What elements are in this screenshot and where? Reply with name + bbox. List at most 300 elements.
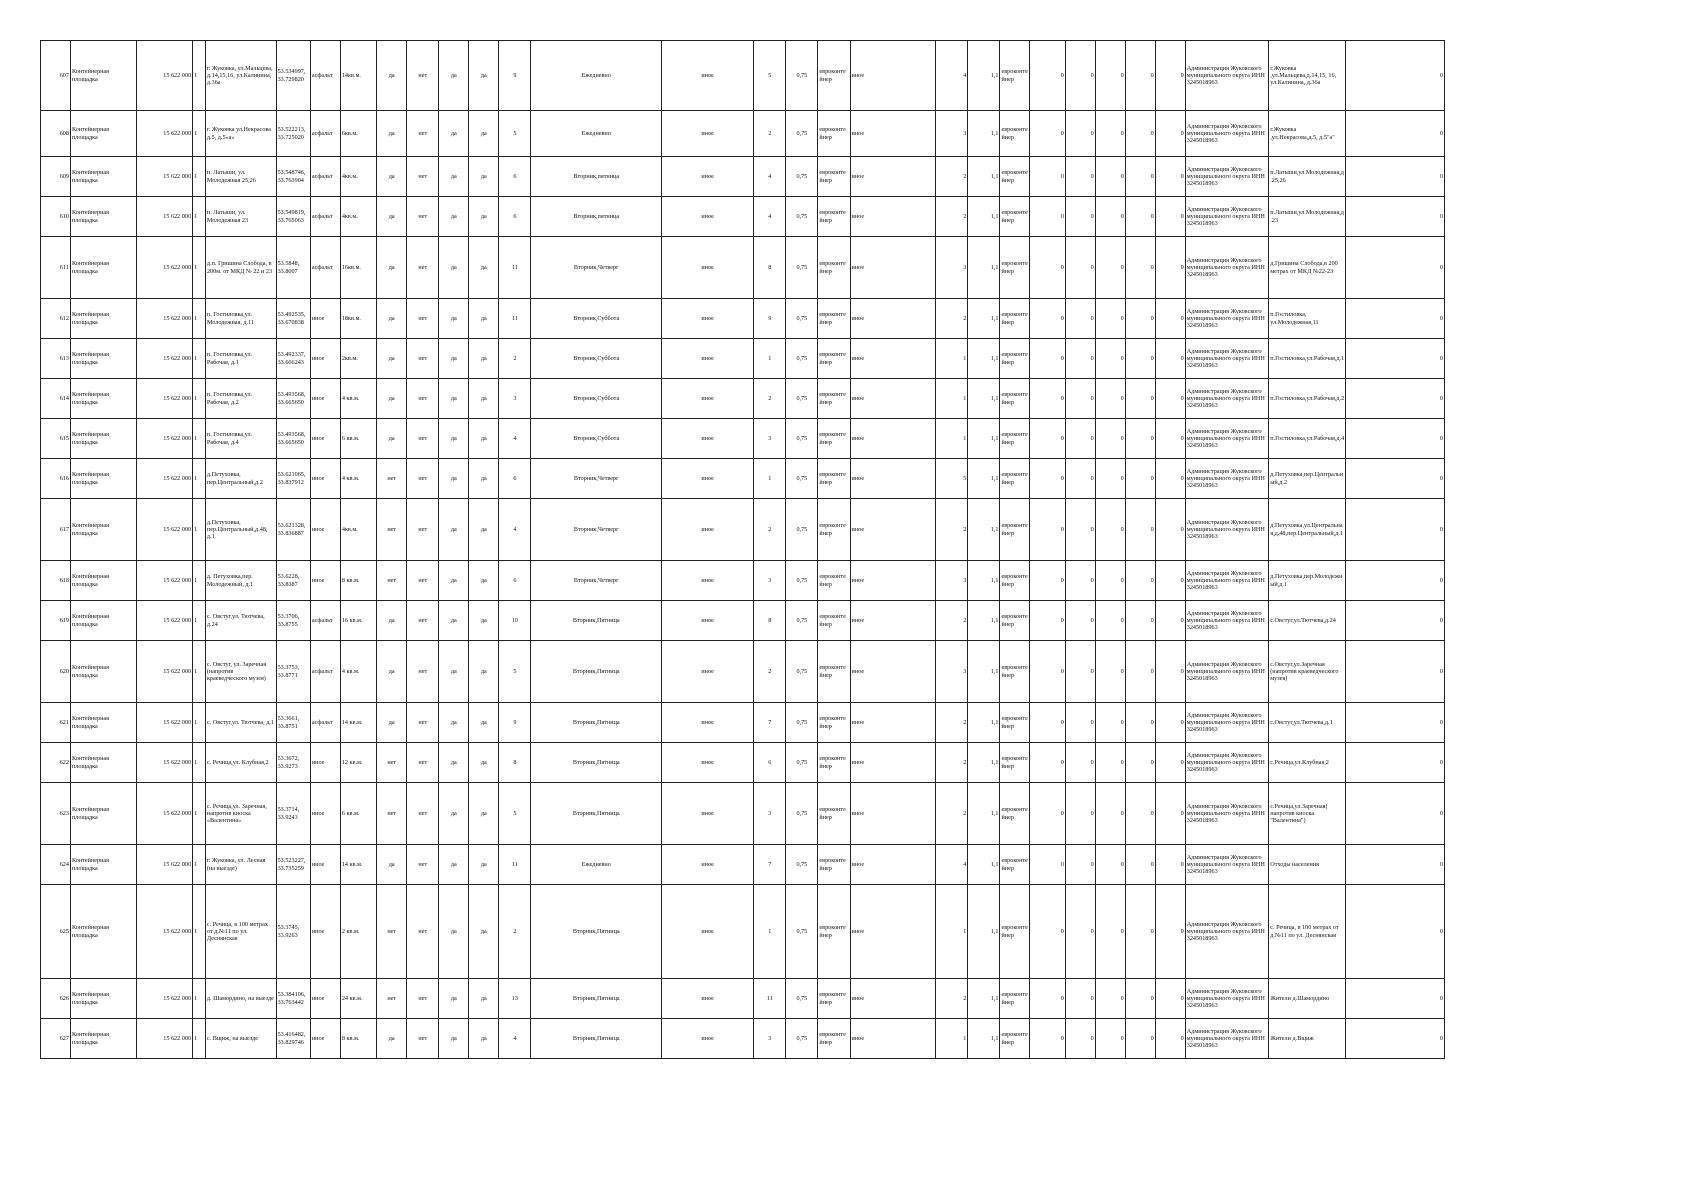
zero-col-1: 0 (1030, 299, 1065, 339)
zero-col-4: 0 (1125, 499, 1155, 561)
zero-col-1: 0 (1030, 845, 1065, 885)
zero-col-3: 0 (1095, 379, 1125, 419)
flag-a: да (377, 111, 407, 157)
zero-col-5: 0 (1155, 979, 1185, 1019)
waste-source: п.Гостиловка,ул.Рабочая,д.2 (1269, 379, 1346, 419)
container-material: евроконтейнер (818, 157, 850, 197)
container-material-2: евроконтейнер (1000, 561, 1030, 601)
container-kind: иное (662, 979, 754, 1019)
container-total: 11 (499, 237, 531, 299)
container-volume-2: 1,1 (968, 499, 1000, 561)
container-volume: 0,75 (786, 197, 818, 237)
container-material: евроконтейнер (818, 561, 850, 601)
flag-d: да (469, 641, 499, 703)
waste-source: г.Жуковка ,ул.Некрасова,д.5, д.5"а" (1269, 111, 1346, 157)
container-kind: иное (662, 339, 754, 379)
container-count: 7 (754, 703, 786, 743)
zero-col-4: 0 (1125, 157, 1155, 197)
waste-source: д.Гришина Слобода,в 200 метрах от МКД №22-23 (1269, 237, 1346, 299)
flag-b: нет (407, 157, 439, 197)
site-area: 6 кв.м. (340, 419, 376, 459)
container-count-2: 2 (936, 299, 968, 339)
zero-col-3: 0 (1095, 601, 1125, 641)
site-area: 16кв.м. (340, 237, 376, 299)
zero-col-5: 0 (1155, 237, 1185, 299)
zero-col-3: 0 (1095, 459, 1125, 499)
container-volume-2: 1,1 (968, 197, 1000, 237)
last-col: 0 (1346, 237, 1445, 299)
container-material-2: евроконтейнер (1000, 1019, 1030, 1059)
site-address: с. Овстуг,ул. Тютчева, д.24 (205, 601, 276, 641)
zero-col-2: 0 (1065, 157, 1095, 197)
site-type: Контейнерная площадка (70, 783, 136, 845)
code-suffix: 1 (193, 885, 206, 979)
container-volume: 0,75 (786, 979, 818, 1019)
zero-col-5: 0 (1155, 197, 1185, 237)
code-suffix: 1 (193, 703, 206, 743)
zero-col-3: 0 (1095, 111, 1125, 157)
site-owner: Администрация Жуковского муниципального округа ИНН 3245018963 (1185, 459, 1269, 499)
zero-col-3: 0 (1095, 419, 1125, 459)
flag-b: нет (407, 459, 439, 499)
zero-col-5: 0 (1155, 459, 1185, 499)
container-material: евроконтейнер (818, 783, 850, 845)
collection-schedule: Ежедневно (531, 845, 662, 885)
last-col: 0 (1346, 601, 1445, 641)
surface-type: асфальт (310, 237, 340, 299)
surface-type: иное (310, 561, 340, 601)
flag-a: нет (377, 499, 407, 561)
oktmo-code: 15 622 000 (137, 499, 193, 561)
oktmo-code: 15 622 000 (137, 979, 193, 1019)
site-address: с. Овстуг,ул. Тютчева, д.1 (205, 703, 276, 743)
site-coordinates: 53.3714, 33.9243 (276, 783, 310, 845)
zero-col-4: 0 (1125, 339, 1155, 379)
flag-a: да (377, 157, 407, 197)
collection-schedule: Вторник,Пятница (531, 641, 662, 703)
container-kind: иное (662, 379, 754, 419)
container-kind: иное (662, 743, 754, 783)
flag-a: да (377, 299, 407, 339)
container-count: 1 (754, 885, 786, 979)
flag-b: нет (407, 1019, 439, 1059)
container-count-2: 3 (936, 111, 968, 157)
container-kind-2: иное (850, 459, 936, 499)
row-number: 607 (41, 41, 71, 111)
container-kind: иное (662, 703, 754, 743)
flag-a: да (377, 339, 407, 379)
container-count-2: 2 (936, 197, 968, 237)
table-row (41, 157, 1445, 197)
waste-source: д.Петуховка,ул.Центральная,д.48,пер.Центральный,д.1 (1269, 499, 1346, 561)
container-kind-2: иное (850, 979, 936, 1019)
site-coordinates: 53.492535, 33.670838 (276, 299, 310, 339)
flag-c: да (439, 845, 469, 885)
container-count: 11 (754, 979, 786, 1019)
waste-source: Жители д.Шамордино (1269, 979, 1346, 1019)
zero-col-2: 0 (1065, 703, 1095, 743)
last-col: 0 (1346, 979, 1445, 1019)
flag-d: да (469, 561, 499, 601)
container-volume: 0,75 (786, 1019, 818, 1059)
flag-d: да (469, 703, 499, 743)
container-kind: иное (662, 561, 754, 601)
site-type: Контейнерная площадка (70, 111, 136, 157)
site-owner: Администрация Жуковского муниципального округа ИНН 3245018963 (1185, 237, 1269, 299)
container-volume-2: 1,1 (968, 703, 1000, 743)
last-col: 0 (1346, 459, 1445, 499)
container-kind: иное (662, 157, 754, 197)
zero-col-1: 0 (1030, 237, 1065, 299)
surface-type: иное (310, 1019, 340, 1059)
container-volume-2: 1,1 (968, 783, 1000, 845)
site-area: 6 кв.м. (340, 783, 376, 845)
container-volume: 0,75 (786, 299, 818, 339)
flag-b: нет (407, 979, 439, 1019)
container-total: 11 (499, 299, 531, 339)
zero-col-3: 0 (1095, 743, 1125, 783)
site-address: с. Речица,ул. Клубная,2 (205, 743, 276, 783)
zero-col-4: 0 (1125, 459, 1155, 499)
zero-col-3: 0 (1095, 561, 1125, 601)
zero-col-5: 0 (1155, 783, 1185, 845)
container-kind: иное (662, 1019, 754, 1059)
zero-col-1: 0 (1030, 783, 1065, 845)
flag-c: да (439, 601, 469, 641)
code-suffix: 1 (193, 641, 206, 703)
container-volume: 0,75 (786, 561, 818, 601)
site-address: д. Петуховка,пер. Молодежный, д.1 (205, 561, 276, 601)
flag-c: да (439, 299, 469, 339)
container-material-2: евроконтейнер (1000, 979, 1030, 1019)
oktmo-code: 15 622 000 (137, 379, 193, 419)
code-suffix: 1 (193, 157, 206, 197)
site-area: 24 кв.м. (340, 979, 376, 1019)
zero-col-4: 0 (1125, 419, 1155, 459)
row-number: 610 (41, 197, 71, 237)
container-material-2: евроконтейнер (1000, 783, 1030, 845)
zero-col-1: 0 (1030, 641, 1065, 703)
container-kind: иное (662, 783, 754, 845)
zero-col-3: 0 (1095, 979, 1125, 1019)
container-kind: иное (662, 499, 754, 561)
waste-source: с.Речица,ул.Заречная( напротив киоска "Валентина") (1269, 783, 1346, 845)
container-count: 7 (754, 845, 786, 885)
code-suffix: 1 (193, 561, 206, 601)
flag-a: да (377, 237, 407, 299)
flag-d: да (469, 419, 499, 459)
container-kind: иное (662, 885, 754, 979)
container-material-2: евроконтейнер (1000, 601, 1030, 641)
code-suffix: 1 (193, 197, 206, 237)
container-material: евроконтейнер (818, 339, 850, 379)
zero-col-1: 0 (1030, 1019, 1065, 1059)
flag-b: нет (407, 641, 439, 703)
container-count-2: 3 (936, 641, 968, 703)
zero-col-5: 0 (1155, 499, 1185, 561)
container-volume-2: 1,1 (968, 459, 1000, 499)
site-owner: Администрация Жуковского муниципального округа ИНН 3245018963 (1185, 41, 1269, 111)
row-number: 615 (41, 419, 71, 459)
zero-col-4: 0 (1125, 641, 1155, 703)
last-col: 0 (1346, 885, 1445, 979)
waste-source: п.Гостиловка,ул.Рабочая,д.4 (1269, 419, 1346, 459)
oktmo-code: 15 622 000 (137, 419, 193, 459)
site-address: г. Жуковка ул.Некрасова д.5, д.5«а» (205, 111, 276, 157)
container-count: 6 (754, 743, 786, 783)
container-kind: иное (662, 601, 754, 641)
site-area: 2 кв.м. (340, 885, 376, 979)
zero-col-4: 0 (1125, 299, 1155, 339)
zero-col-5: 0 (1155, 157, 1185, 197)
flag-b: нет (407, 339, 439, 379)
container-kind-2: иное (850, 299, 936, 339)
oktmo-code: 15 622 000 (137, 783, 193, 845)
flag-d: да (469, 111, 499, 157)
waste-source: с.Речица,ул.Клубная,2 (1269, 743, 1346, 783)
container-kind-2: иное (850, 339, 936, 379)
oktmo-code: 15 622 000 (137, 111, 193, 157)
zero-col-3: 0 (1095, 1019, 1125, 1059)
site-area: 6кв.м. (340, 111, 376, 157)
container-count: 1 (754, 459, 786, 499)
last-col: 0 (1346, 379, 1445, 419)
waste-source: д.Петуховка,пер.Центральный,д.2 (1269, 459, 1346, 499)
container-total: 3 (499, 379, 531, 419)
last-col: 0 (1346, 41, 1445, 111)
last-col: 0 (1346, 641, 1445, 703)
container-count-2: 5 (936, 459, 968, 499)
container-volume-2: 1,1 (968, 601, 1000, 641)
site-address: с. Овстуг, ул. Заречная (напротив краеведческого музея) (205, 641, 276, 703)
container-total: 9 (499, 41, 531, 111)
site-owner: Администрация Жуковского муниципального округа ИНН 3245018963 (1185, 783, 1269, 845)
surface-type: асфальт (310, 41, 340, 111)
container-volume-2: 1,1 (968, 1019, 1000, 1059)
site-owner: Администрация Жуковского муниципального округа ИНН 3245018963 (1185, 339, 1269, 379)
waste-source: с.Овстуг,ул.Тютчева,д.24 (1269, 601, 1346, 641)
zero-col-1: 0 (1030, 885, 1065, 979)
container-material-2: евроконтейнер (1000, 379, 1030, 419)
zero-col-3: 0 (1095, 845, 1125, 885)
container-kind-2: иное (850, 743, 936, 783)
site-coordinates: 53.3745, 33.9263 (276, 885, 310, 979)
container-total: 8 (499, 743, 531, 783)
container-count: 8 (754, 237, 786, 299)
zero-col-4: 0 (1125, 703, 1155, 743)
site-area: 14кв.м. (340, 41, 376, 111)
collection-schedule: Вторник,Четверг (531, 499, 662, 561)
surface-type: иное (310, 845, 340, 885)
container-material: евроконтейнер (818, 845, 850, 885)
site-coordinates: 53.5848, 33.8007 (276, 237, 310, 299)
code-suffix: 1 (193, 379, 206, 419)
container-volume: 0,75 (786, 845, 818, 885)
flag-b: нет (407, 783, 439, 845)
code-suffix: 1 (193, 743, 206, 783)
container-volume-2: 1,1 (968, 419, 1000, 459)
container-sites-table (40, 40, 1445, 1059)
waste-source: п.Гостиловка,ул.Рабочая,д.1 (1269, 339, 1346, 379)
flag-c: да (439, 561, 469, 601)
flag-b: нет (407, 703, 439, 743)
table-row (41, 111, 1445, 157)
zero-col-1: 0 (1030, 459, 1065, 499)
row-number: 623 (41, 783, 71, 845)
flag-d: да (469, 237, 499, 299)
container-volume: 0,75 (786, 157, 818, 197)
row-number: 617 (41, 499, 71, 561)
last-col: 0 (1346, 561, 1445, 601)
site-type: Контейнерная площадка (70, 703, 136, 743)
site-coordinates: 53.621065, 33.837912 (276, 459, 310, 499)
zero-col-5: 0 (1155, 885, 1185, 979)
site-owner: Администрация Жуковского муниципального округа ИНН 3245018963 (1185, 1019, 1269, 1059)
site-type: Контейнерная площадка (70, 197, 136, 237)
zero-col-3: 0 (1095, 885, 1125, 979)
container-kind: иное (662, 197, 754, 237)
site-address: с. Речица,ул. Заречная, напротив киоска «Валентина» (205, 783, 276, 845)
container-count-2: 3 (936, 561, 968, 601)
container-material: евроконтейнер (818, 299, 850, 339)
flag-b: нет (407, 237, 439, 299)
site-type: Контейнерная площадка (70, 845, 136, 885)
flag-c: да (439, 979, 469, 1019)
flag-d: да (469, 885, 499, 979)
code-suffix: 1 (193, 783, 206, 845)
site-address: г. Жуковка, ул.Мальцева, д.14,15,16, ул.Калинина, д.36а (205, 41, 276, 111)
last-col: 0 (1346, 783, 1445, 845)
collection-schedule: Ежедневно (531, 41, 662, 111)
container-volume-2: 1,1 (968, 339, 1000, 379)
table-row (41, 339, 1445, 379)
site-coordinates: 53.3672, 33.9273 (276, 743, 310, 783)
container-kind-2: иное (850, 197, 936, 237)
code-suffix: 1 (193, 111, 206, 157)
flag-d: да (469, 41, 499, 111)
container-count: 3 (754, 783, 786, 845)
zero-col-3: 0 (1095, 299, 1125, 339)
container-material: евроконтейнер (818, 499, 850, 561)
oktmo-code: 15 622 000 (137, 339, 193, 379)
zero-col-4: 0 (1125, 379, 1155, 419)
surface-type: иное (310, 299, 340, 339)
surface-type: иное (310, 379, 340, 419)
container-count: 8 (754, 601, 786, 641)
container-count: 3 (754, 1019, 786, 1059)
flag-c: да (439, 157, 469, 197)
flag-a: нет (377, 885, 407, 979)
flag-c: да (439, 41, 469, 111)
site-coordinates: 53.3753, 33.8771 (276, 641, 310, 703)
zero-col-2: 0 (1065, 743, 1095, 783)
row-number: 620 (41, 641, 71, 703)
container-volume-2: 1,1 (968, 299, 1000, 339)
site-address: п. Гостиловка,ул. Рабочая, д.1 (205, 339, 276, 379)
flag-b: нет (407, 197, 439, 237)
container-kind-2: иное (850, 703, 936, 743)
zero-col-3: 0 (1095, 41, 1125, 111)
zero-col-1: 0 (1030, 499, 1065, 561)
site-owner: Администрация Жуковского муниципального округа ИНН 3245018963 (1185, 299, 1269, 339)
container-count-2: 1 (936, 379, 968, 419)
zero-col-2: 0 (1065, 499, 1095, 561)
table-row (41, 979, 1445, 1019)
container-count-2: 1 (936, 419, 968, 459)
site-coordinates: 53.522213, 33.725020 (276, 111, 310, 157)
container-count-2: 4 (936, 41, 968, 111)
site-area: 4 кв.м. (340, 379, 376, 419)
row-number: 621 (41, 703, 71, 743)
zero-col-5: 0 (1155, 845, 1185, 885)
zero-col-1: 0 (1030, 979, 1065, 1019)
container-material: евроконтейнер (818, 641, 850, 703)
zero-col-4: 0 (1125, 561, 1155, 601)
flag-a: да (377, 601, 407, 641)
container-total: 13 (499, 979, 531, 1019)
row-number: 619 (41, 601, 71, 641)
site-owner: Администрация Жуковского муниципального округа ИНН 3245018963 (1185, 979, 1269, 1019)
row-number: 618 (41, 561, 71, 601)
zero-col-4: 0 (1125, 979, 1155, 1019)
flag-a: нет (377, 459, 407, 499)
container-volume-2: 1,1 (968, 157, 1000, 197)
oktmo-code: 15 622 000 (137, 885, 193, 979)
site-coordinates: 53.493568, 33.665650 (276, 379, 310, 419)
last-col: 0 (1346, 111, 1445, 157)
site-owner: Администрация Жуковского муниципального округа ИНН 3245018963 (1185, 743, 1269, 783)
container-volume: 0,75 (786, 783, 818, 845)
zero-col-3: 0 (1095, 197, 1125, 237)
container-material: евроконтейнер (818, 197, 850, 237)
zero-col-1: 0 (1030, 197, 1065, 237)
zero-col-3: 0 (1095, 703, 1125, 743)
container-material-2: евроконтейнер (1000, 743, 1030, 783)
flag-d: да (469, 783, 499, 845)
container-kind-2: иное (850, 1019, 936, 1059)
container-material-2: евроконтейнер (1000, 703, 1030, 743)
collection-schedule: Вторник,Суббота (531, 419, 662, 459)
collection-schedule: Вторник,пятница (531, 197, 662, 237)
container-volume: 0,75 (786, 499, 818, 561)
site-coordinates: 53.493568, 33.665650 (276, 419, 310, 459)
flag-c: да (439, 1019, 469, 1059)
collection-schedule: Вторник,Четверг (531, 237, 662, 299)
container-kind: иное (662, 459, 754, 499)
site-area: 14 кв.м. (340, 845, 376, 885)
container-volume-2: 1,1 (968, 237, 1000, 299)
site-address: д.Петуховка, пер.Центральный,д.48, д.1 (205, 499, 276, 561)
collection-schedule: Ежедневно (531, 111, 662, 157)
site-address: д. Шамордино, на выезде (205, 979, 276, 1019)
container-volume-2: 1,1 (968, 641, 1000, 703)
surface-type: иное (310, 885, 340, 979)
container-count-2: 2 (936, 783, 968, 845)
collection-schedule: Вторник,Суббота (531, 379, 662, 419)
container-total: 11 (499, 845, 531, 885)
container-kind-2: иное (850, 783, 936, 845)
site-coordinates: 53.416482, 33.829746 (276, 1019, 310, 1059)
container-volume: 0,75 (786, 703, 818, 743)
zero-col-5: 0 (1155, 601, 1185, 641)
oktmo-code: 15 622 000 (137, 561, 193, 601)
site-address: п. Латыши, ул. Молодежная 25,26 (205, 157, 276, 197)
flag-b: нет (407, 41, 439, 111)
table-row (41, 459, 1445, 499)
oktmo-code: 15 622 000 (137, 1019, 193, 1059)
container-kind: иное (662, 419, 754, 459)
zero-col-4: 0 (1125, 197, 1155, 237)
